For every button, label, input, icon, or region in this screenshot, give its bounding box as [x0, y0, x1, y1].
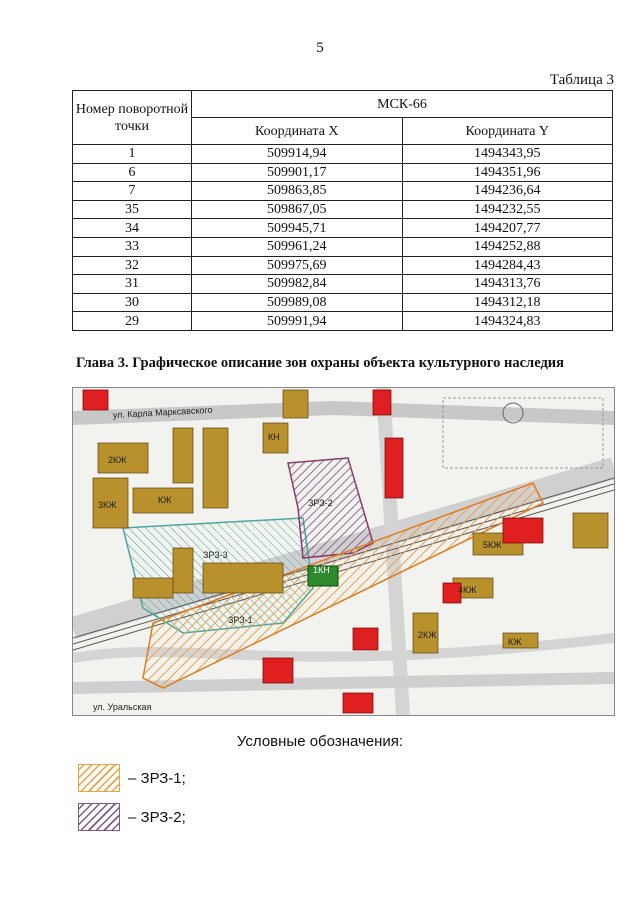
- cell-y: 1494252,88: [402, 237, 613, 256]
- header-coord-y: Координата Y: [402, 118, 613, 145]
- cell-y: 1494232,55: [402, 200, 613, 219]
- svg-text:КН: КН: [268, 432, 280, 442]
- svg-text:КЖ: КЖ: [158, 495, 172, 505]
- svg-text:ЗРЗ-2: ЗРЗ-2: [308, 498, 333, 508]
- cell-x: 509961,24: [192, 237, 403, 256]
- cell-x: 509867,05: [192, 200, 403, 219]
- table-row: [73, 237, 613, 256]
- map-drawing: [73, 388, 614, 715]
- svg-text:3КЖ: 3КЖ: [98, 500, 117, 510]
- table-row: [73, 182, 613, 201]
- svg-text:ЗРЗ-1: ЗРЗ-1: [228, 615, 253, 625]
- chapter-title: Глава 3. Графическое описание зон охраны объекта культурного наследия: [76, 355, 564, 371]
- cell-y: 1494312,18: [402, 293, 613, 312]
- svg-text:1КН: 1КН: [313, 565, 330, 575]
- header-coord-x: Координата X: [192, 118, 403, 145]
- legend-swatch-zrz2: [78, 803, 120, 831]
- cell-n: 31: [73, 275, 192, 294]
- table-row: [73, 145, 613, 164]
- cell-n: 33: [73, 237, 192, 256]
- cell-n: 32: [73, 256, 192, 275]
- cell-n: 30: [73, 293, 192, 312]
- cell-n: 29: [73, 312, 192, 331]
- cell-n: 6: [73, 163, 192, 182]
- table-body: [73, 145, 613, 331]
- legend-title: Условные обозначения:: [236, 733, 404, 750]
- table-row: [73, 219, 613, 238]
- cell-x: 509982,84: [192, 275, 403, 294]
- header-point-number: Номер поворотной точки: [73, 91, 192, 145]
- cell-n: 1: [73, 145, 192, 164]
- cell-n: 7: [73, 182, 192, 201]
- cell-x: 509901,17: [192, 163, 403, 182]
- table-caption: Таблица 3: [549, 72, 614, 88]
- legend-swatch-zrz1: [78, 764, 120, 792]
- page-number: 5: [316, 40, 324, 56]
- legend-label-zrz1: – ЗРЗ-1;: [128, 770, 186, 787]
- svg-text:2КЖ: 2КЖ: [108, 455, 127, 465]
- cell-x: 509863,85: [192, 182, 403, 201]
- table-row: [73, 256, 613, 275]
- table-row: [73, 312, 613, 331]
- cell-y: 1494351,96: [402, 163, 613, 182]
- table-row: [73, 200, 613, 219]
- cell-x: 509945,71: [192, 219, 403, 238]
- cell-y: 1494324,83: [402, 312, 613, 331]
- cell-y: 1494284,43: [402, 256, 613, 275]
- svg-text:КЖ: КЖ: [508, 637, 522, 647]
- zone-map: [72, 387, 615, 716]
- cell-y: 1494313,76: [402, 275, 613, 294]
- svg-text:ул. Уральская: ул. Уральская: [93, 702, 152, 712]
- svg-text:2КЖ: 2КЖ: [418, 630, 437, 640]
- cell-y: 1494343,95: [402, 145, 613, 164]
- cell-y: 1494236,64: [402, 182, 613, 201]
- header-coordinate-system: МСК-66: [192, 91, 613, 118]
- cell-n: 34: [73, 219, 192, 238]
- cell-x: 509975,69: [192, 256, 403, 275]
- cell-x: 509914,94: [192, 145, 403, 164]
- table-row: [73, 293, 613, 312]
- table-row: [73, 275, 613, 294]
- cell-n: 35: [73, 200, 192, 219]
- svg-text:ул. Карла Марксавского: ул. Карла Марксавского: [112, 404, 213, 420]
- legend-label-zrz2: – ЗРЗ-2;: [128, 809, 186, 826]
- cell-x: 509991,94: [192, 312, 403, 331]
- svg-text:ЗРЗ-3: ЗРЗ-3: [203, 550, 228, 560]
- svg-text:5КЖ: 5КЖ: [483, 540, 502, 550]
- table-row: [73, 163, 613, 182]
- cell-y: 1494207,77: [402, 219, 613, 238]
- coordinates-table: [72, 90, 613, 331]
- svg-text:4КЖ: 4КЖ: [458, 585, 477, 595]
- cell-x: 509989,08: [192, 293, 403, 312]
